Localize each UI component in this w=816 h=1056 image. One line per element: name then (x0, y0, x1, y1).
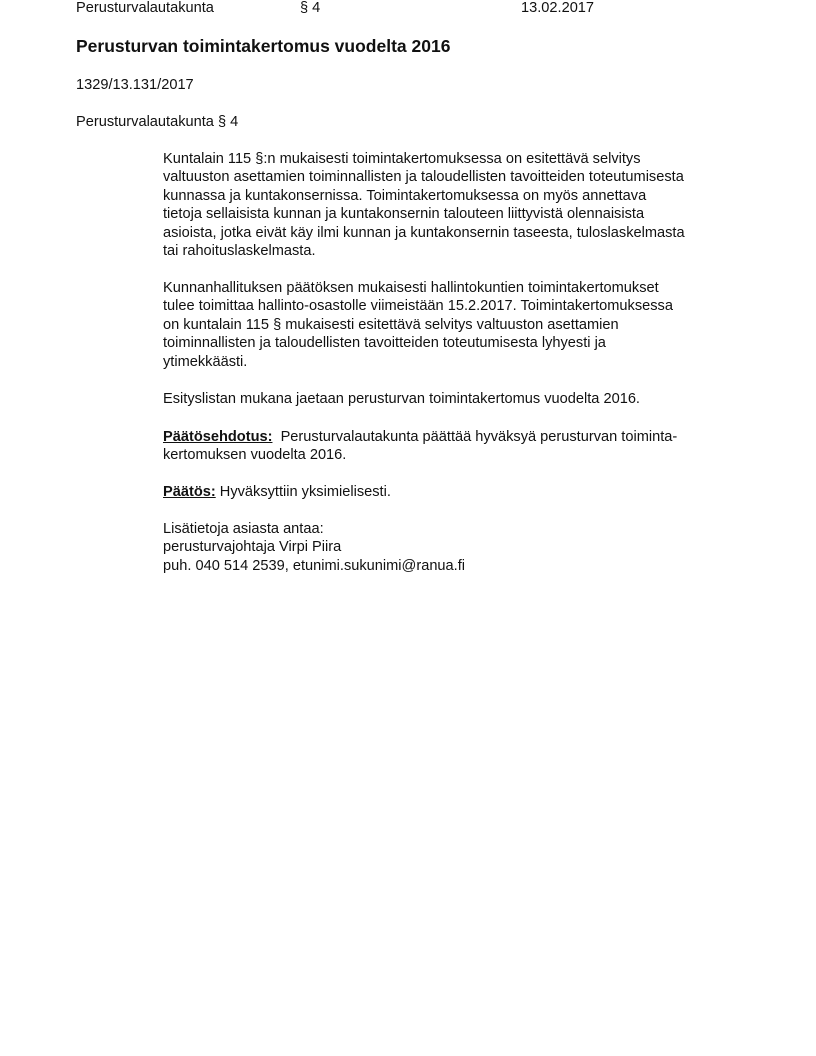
text-line: valtuuston asettamien toiminnallisten ja taloudellisten tavoitteiden toteutumisesta (163, 169, 684, 186)
proposal-text: Perusturvalautakunta päättää hyväksyä perusturvan toiminta- (280, 429, 678, 445)
header-committee: Perusturvalautakunta (76, 0, 214, 16)
proposal-label: Päätösehdotus: (163, 429, 273, 445)
decision (163, 483, 391, 501)
contact-intro: Lisätietoja asiasta antaa: (163, 521, 324, 537)
text-line: kunnassa ja kuntakonsernissa. Toimintakertomuksessa on myös annettava (163, 187, 647, 204)
text-line: tai rahoituslaskelmasta. (163, 243, 316, 260)
proposal (163, 428, 677, 465)
contact-phone-email: puh. 040 514 2539, etunimi.sukunimi@ranua.fi (163, 557, 466, 574)
contact-person: perusturvajohtaja Virpi Piira (163, 539, 342, 556)
text-line: tulee toimittaa hallinto-osastolle viimeistään 15.2.2017. Toimintakertomuksessa (163, 298, 673, 315)
paragraph-2 (163, 279, 673, 371)
record-number: 1329/13.131/2017 (76, 77, 194, 93)
text-line: Kuntalain 115 §:n mukaisesti toimintakertomuksessa on esitettävä selvitys (163, 151, 641, 167)
paragraph-3 (163, 390, 640, 408)
text-line: ytimekkäästi. (163, 353, 248, 370)
header-date: 13.02.2017 (521, 0, 595, 16)
text-line: tietoja sellaisista kunnan ja kuntakonsernin talouteen liittyvistä olennaisista (163, 206, 645, 223)
paragraph-1 (163, 150, 685, 260)
text-line: on kuntalain 115 § mukaisesti esitettävä selvitys valtuuston asettamien (163, 316, 619, 333)
proposal-text-cont: kertomuksen vuodelta 2016. (163, 447, 347, 464)
decision-label: Päätös: (163, 484, 216, 500)
section-reference: Perusturvalautakunta § 4 (76, 114, 239, 130)
text-line: Kunnanhallituksen päätöksen mukaisesti hallintokuntien toimintakertomukset (163, 280, 659, 296)
header-section: § 4 (300, 0, 321, 16)
decision-text: Hyväksyttiin yksimielisesti. (219, 484, 391, 500)
text-line: toiminnallisten ja taloudellisten tavoitteiden toteutumisesta lyhyesti ja (163, 335, 606, 352)
document-title: Perusturvan toimintakertomus vuodelta 2016 (76, 36, 451, 56)
text-line: asioista, jotka eivät käy ilmi kunnan ja kuntakonsernin taseesta, tuloslaskelmasta (163, 224, 685, 241)
text-line: Esityslistan mukana jaetaan perusturvan toimintakertomus vuodelta 2016. (163, 391, 640, 407)
contact-info (163, 520, 465, 575)
